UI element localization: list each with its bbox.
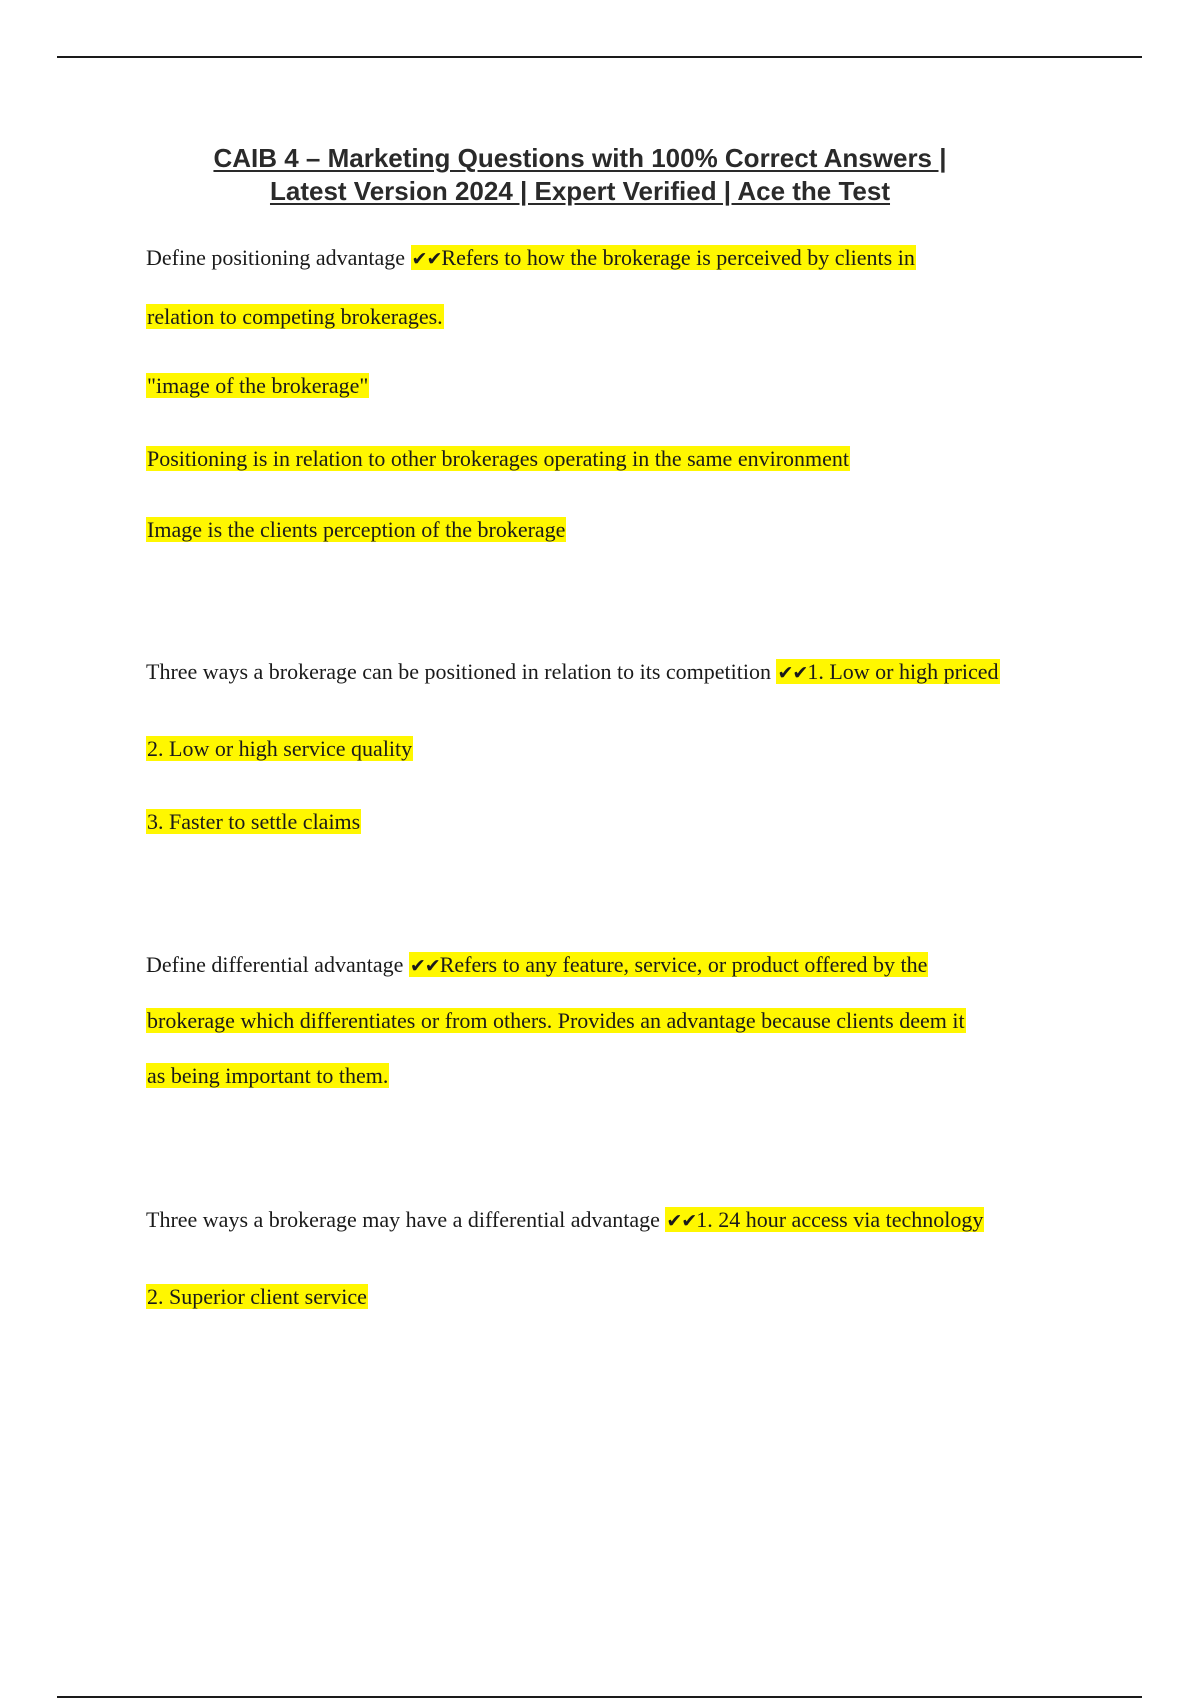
q2-answer-line-2: 2. Low or high service quality [147,736,413,761]
q1-answer-line-1: Refers to how the brokerage is perceived by clients in [441,245,915,270]
q1-answer-line-5: Image is the clients perception of the brokerage [147,517,566,542]
q3-answer-line-3-row [146,1061,389,1091]
q3-answer-line-2-row [146,1006,966,1036]
q3-answer-line-2: brokerage which differentiates or from others. Provides an advantage because clients deem it [147,1008,965,1033]
q4-answer-line-2-row [146,1282,368,1312]
q3-question: Define differential advantage [146,952,409,977]
q4-answer-start [665,1207,984,1232]
title-line-1: CAIB 4 – Marketing Questions with 100% Correct Answers | [213,143,947,173]
q3-question-line [146,950,928,981]
q1-answer-line-4-row [146,444,850,474]
q4-answer-line-1: 1. 24 hour access via technology [696,1207,984,1232]
q1-question: Define positioning advantage [146,245,411,270]
q1-answer-line-2: relation to competing brokerages. [147,304,443,329]
q2-question: Three ways a brokerage can be positioned in relation to its competition [146,659,777,684]
check-icon: ✔✔ [666,1210,697,1232]
document-title [0,142,1160,208]
q3-answer-line-3: as being important to them. [147,1063,389,1088]
q2-answer-start [776,659,999,684]
q2-answer-line-3-row [146,807,361,837]
q1-answer-line-3: "image of the brokerage" [147,373,369,398]
q4-answer-line-2: 2. Superior client service [147,1284,367,1309]
header-rule [57,56,1142,58]
footer-rule [57,1696,1142,1698]
q2-question-line [146,657,1000,688]
q1-answer-line-5-row [146,515,566,545]
q1-question-line [146,243,916,274]
q4-question-line [146,1205,984,1236]
q4-question: Three ways a brokerage may have a differential advantage [146,1207,666,1232]
q1-answer-line-3-row [146,371,369,401]
q2-answer-line-1: 1. Low or high priced [807,659,999,684]
q3-answer-start [409,952,929,977]
check-icon: ✔✔ [409,955,440,977]
q2-answer-line-3: 3. Faster to settle claims [147,809,361,834]
q2-answer-line-2-row [146,734,413,764]
q1-answer-line-4: Positioning is in relation to other brokerages operating in the same environment [147,446,850,471]
q1-answer-start [411,245,916,270]
check-icon: ✔✔ [411,248,442,270]
check-icon: ✔✔ [777,662,808,684]
q3-answer-line-1: Refers to any feature, service, or product offered by the [439,952,928,977]
title-line-2: Latest Version 2024 | Expert Verified | Ace the Test [269,176,891,206]
q1-answer-line-2-row [146,302,444,332]
